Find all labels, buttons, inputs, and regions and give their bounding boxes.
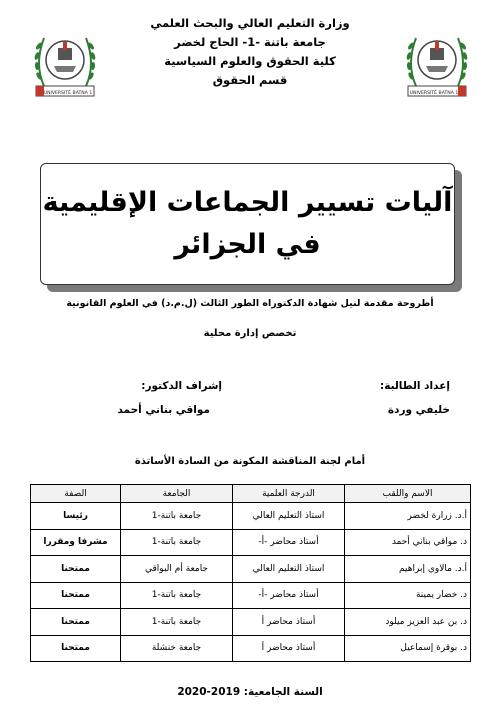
logo-text: UNIVERSITÉ BATNA 1 bbox=[409, 91, 459, 96]
table-row bbox=[31, 503, 471, 530]
member-name: د. بوقرة إسماعيل bbox=[345, 635, 471, 662]
member-role: ممتحنا bbox=[31, 635, 121, 662]
member-rank: أستاذ محاضر -أ- bbox=[233, 529, 345, 556]
header-university: الجامعة bbox=[121, 485, 233, 503]
member-name: أ.د. زرارة لخضر bbox=[345, 503, 471, 530]
thesis-subtitle: أطروحة مقدمة لنيل شهادة الدكتوراه الطور الثالث (ل.م.د) في العلوم القانونية bbox=[66, 298, 434, 309]
academic-year: السنة الجامعية: 2019-2020 bbox=[177, 686, 323, 698]
member-university: جامعة باتنة-1 bbox=[121, 529, 233, 556]
department-name: قسم الحقوق bbox=[212, 73, 288, 87]
thesis-title-box bbox=[40, 163, 455, 285]
specialty: تخصص إدارة محلية bbox=[203, 328, 297, 339]
member-rank: أستاذ محاضر -أ- bbox=[233, 582, 345, 609]
student-name: خليفي وردة bbox=[387, 404, 450, 416]
ministry-name: وزارة التعليم العالي والبحث العلمي bbox=[150, 16, 350, 30]
table-row bbox=[31, 582, 471, 609]
header-role: الصفة bbox=[31, 485, 121, 503]
jury-title: أمام لجنة المناقشة المكونة من السادة الأساتذة bbox=[134, 456, 366, 467]
member-role: ممتحنا bbox=[31, 609, 121, 636]
member-name: د. بن عبد العزيز ميلود bbox=[345, 609, 471, 636]
supervisor-label: إشراف الدكتور: bbox=[141, 380, 222, 392]
member-name: د. مواقي بناني أحمد bbox=[345, 529, 471, 556]
member-role: ممتحنا bbox=[31, 582, 121, 609]
member-rank: استاذ التعليم العالي bbox=[233, 556, 345, 583]
jury-header-row bbox=[31, 485, 471, 503]
jury-table bbox=[30, 484, 471, 662]
table-row bbox=[31, 635, 471, 662]
table-row bbox=[31, 609, 471, 636]
prepared-by-label: إعداد الطالبة: bbox=[380, 380, 450, 392]
member-role: ممتحنا bbox=[31, 556, 121, 583]
member-role: مشرفا ومقررا bbox=[31, 529, 121, 556]
member-rank: استاذ التعليم العالي bbox=[233, 503, 345, 530]
university-name: جامعة باتنة -1- الحاج لخضر bbox=[174, 35, 326, 49]
member-university: جامعة باتنة-1 bbox=[121, 609, 233, 636]
member-rank: أستاذ محاضر أ bbox=[233, 635, 345, 662]
header-rank: الدرجة العلمية bbox=[233, 485, 345, 503]
university-logo-right bbox=[402, 24, 472, 100]
member-university: جامعة باتنة-1 bbox=[121, 503, 233, 530]
logo-text: UNIVERSITÉ BATNA 1 bbox=[43, 91, 93, 96]
thesis-title-line2: في الجزائر bbox=[174, 229, 321, 260]
member-name: د. خضار يمينة bbox=[345, 582, 471, 609]
faculty-name: كلية الحقوق والعلوم السياسية bbox=[164, 54, 336, 68]
thesis-title-line1: آليات تسيير الجماعات الإقليمية bbox=[42, 187, 453, 218]
table-row bbox=[31, 556, 471, 583]
member-university: جامعة أم البواقي bbox=[121, 556, 233, 583]
table-row bbox=[31, 529, 471, 556]
university-logo-left bbox=[30, 24, 100, 100]
member-university: جامعة خنشلة bbox=[121, 635, 233, 662]
supervisor-name: مواقي بناني أحمد bbox=[117, 404, 210, 416]
member-rank: أستاذ محاضر أ bbox=[233, 609, 345, 636]
member-role: رئيسا bbox=[31, 503, 121, 530]
header-name: الاسم واللقب bbox=[345, 485, 471, 503]
member-university: جامعة باتنة-1 bbox=[121, 582, 233, 609]
member-name: أ.د. مالاوي إبراهيم bbox=[345, 556, 471, 583]
